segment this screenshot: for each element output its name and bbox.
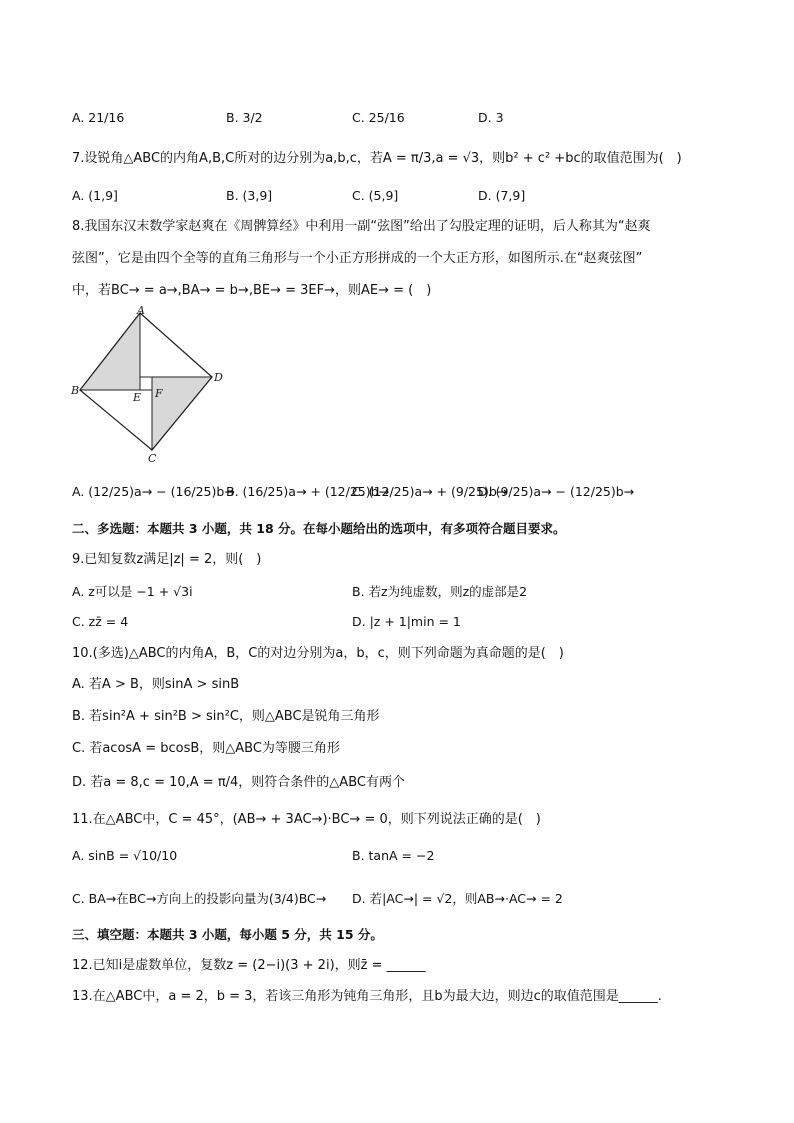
q7-stem: 7.设锐角△ABC的内角A,B,C所对的边分别为a,b,c，若A = π/3,a = √3，则b² + c² +bc的取值范围为( ) bbox=[72, 151, 682, 166]
q6-option-a: A. 21/16 bbox=[72, 110, 125, 125]
q6-option-b: B. 3/2 bbox=[226, 110, 263, 125]
q10-option-b: B. 若sin²A + sin²B > sin²C，则△ABC是锐角三角形 bbox=[72, 709, 380, 724]
q7-option-a: A. (1,9] bbox=[72, 188, 118, 203]
label-f: F bbox=[155, 387, 163, 400]
q9-option-c: C. zz̄ = 4 bbox=[72, 614, 129, 629]
q6-option-c: C. 25/16 bbox=[352, 110, 405, 125]
q9-option-a: A. z可以是 −1 + √3i bbox=[72, 584, 193, 599]
q11-option-d: D. 若|AC→| = √2，则AB→·AC→ = 2 bbox=[352, 891, 563, 906]
q8-option-d: D. (9/25)a→ − (12/25)b→ bbox=[478, 484, 635, 499]
q11-option-c: C. BA→在BC→方向上的投影向量为(3/4)BC→ bbox=[72, 891, 327, 906]
label-a: A bbox=[137, 305, 145, 317]
q10-option-d: D. 若a = 8,c = 10,A = π/4，则符合条件的△ABC有两个 bbox=[72, 775, 405, 790]
q9-option-b: B. 若z为纯虚数，则z的虚部是2 bbox=[352, 584, 528, 599]
q9-stem: 9.已知复数z满足|z| = 2，则( ) bbox=[72, 552, 262, 567]
q6-option-d: D. 3 bbox=[478, 110, 504, 125]
q8-option-c: C. (12/25)a→ + (9/25)b→ bbox=[352, 484, 508, 499]
q10-option-a: A. 若A > B，则sinA > sinB bbox=[72, 677, 240, 692]
q8-stem-line3: 中，若BC→ = a→,BA→ = b→,BE→ = 3EF→，则AE→ = ( ) bbox=[72, 283, 432, 298]
q8-stem-line1: 8.我国东汉末数学家赵爽在《周髀算经》中利用一副“弦图”给出了勾股定理的证明，后人称其为“赵爽 bbox=[72, 219, 651, 234]
section-fill-in-heading: 三、填空题：本题共 3 小题，每小题 5 分，共 15 分。 bbox=[72, 927, 383, 942]
label-e: E bbox=[133, 391, 142, 404]
q8-option-a: A. (12/25)a→ − (16/25)b→ bbox=[72, 484, 235, 499]
q12-stem: 12.已知i是虚数单位，复数z = (2−i)(3 + 2i)，则z̄ = ______ bbox=[72, 958, 426, 973]
q8-option-b: B. (16/25)a→ + (12/25)b→ bbox=[226, 484, 390, 499]
q10-option-c: C. 若acosA = bcosB，则△ABC为等腰三角形 bbox=[72, 741, 340, 756]
q7-option-c: C. (5,9] bbox=[352, 188, 399, 203]
q11-option-b: B. tanA = −2 bbox=[352, 848, 435, 863]
q7-option-d: D. (7,9] bbox=[478, 188, 526, 203]
label-d: D bbox=[214, 371, 223, 384]
q11-option-a: A. sinB = √10/10 bbox=[72, 848, 178, 863]
q10-stem: 10.(多选)△ABC的内角A，B，C的对边分别为a，b，c，则下列命题为真命题的是( ) bbox=[72, 646, 564, 661]
diagram-svg bbox=[68, 305, 228, 465]
zhao-shuang-diagram bbox=[68, 305, 228, 465]
label-b: B bbox=[71, 384, 80, 397]
q11-stem: 11.在△ABC中，C = 45°，(AB→ + 3AC→)·BC→ = 0，则下列说法正确的是( ) bbox=[72, 812, 541, 827]
q7-option-b: B. (3,9] bbox=[226, 188, 273, 203]
q8-stem-line2: 弦图”，它是由四个全等的直角三角形与一个小正方形拼成的一个大正方形，如图所示.在“赵爽弦图” bbox=[72, 251, 643, 266]
section-multiple-choice-heading: 二、多选题：本题共 3 小题，共 18 分。在每小题给出的选项中，有多项符合题目要求。 bbox=[72, 521, 566, 536]
inner-square bbox=[140, 377, 152, 390]
q9-option-d: D. |z + 1|min = 1 bbox=[352, 614, 461, 629]
q13-stem: 13.在△ABC中，a = 2，b = 3，若该三角形为钝角三角形，且b为最大边，则边c的取值范围是______. bbox=[72, 989, 662, 1004]
label-c: C bbox=[148, 452, 157, 465]
